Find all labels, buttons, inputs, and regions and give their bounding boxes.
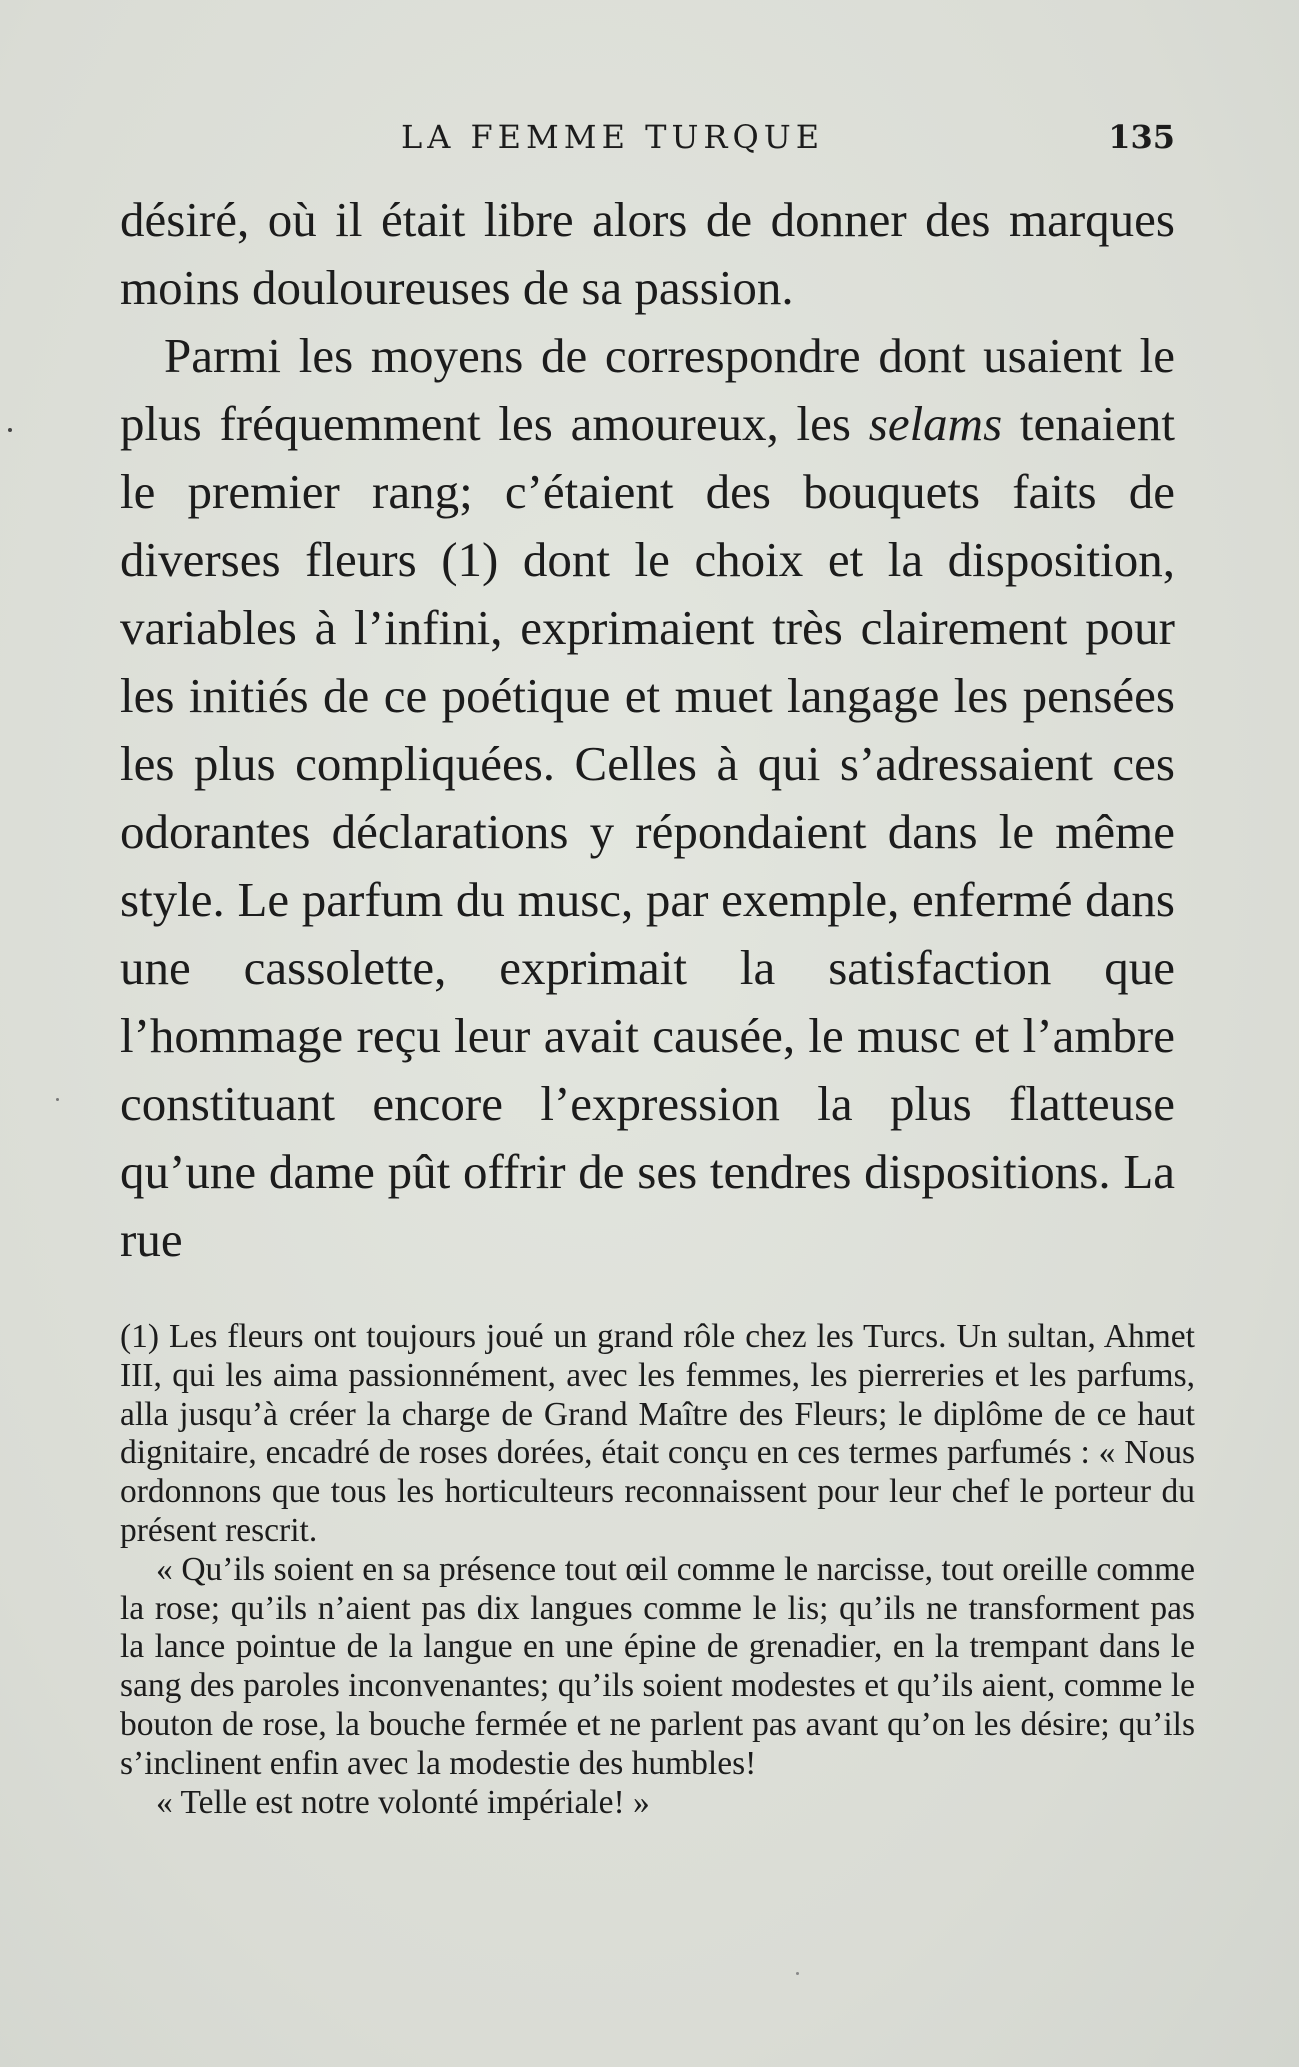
paragraph-text-start: Parmi les moyens de correspondre dont usaient le plus fréquemment les amoureux, les [120,328,1175,451]
page-number: 135 [1108,118,1175,156]
paragraph-continuation: désiré, où il était libre alors de donner des marques moins douloureuses de sa passion. [120,192,1175,315]
main-text [120,186,1175,1274]
paragraph-selams [120,322,1175,1274]
footnote-quote: « Qu’ils soient en sa présence tout œil comme le narcisse, tout oreille comme la rose; qu’ils n’aient pas dix langues comme le lis; qu’ils ne transforment pas la lance pointue de la langue en une épine de grenadier, en la trempant dans le sang des paroles inconvenantes; qu’ils soient modestes et qu’ils aient, comme le bouton de rose, la bouche fermée et ne parlent pas avant qu’on les désire; qu’ils s’inclinent enfin avec la modestie des humbles! [120,1550,1195,1782]
paragraph-text-end: tenaient le premier rang; c’étaient des bouquets faits de diverses fleurs (1) dont le choix et la disposition, variables à l’infini, exprimaient très clairement pour les initiés de ce poétique et muet langage les pensées les plus compliquées. Celles à qui s’adressaient ces odorantes déclarations y répondaient dans le même style. Le parfum du musc, par exemple, enfermé dans une cassolette, exprimait la satisfaction que l’hommage reçu leur avait causée, le musc et l’ambre constituant encore l’expression la plus flatteuse qu’une dame pût offrir de ses tendres dispositions. La rue [120,396,1175,1267]
running-head [120,112,1175,162]
footnote-closing: « Telle est notre volonté impériale! » [156,1783,650,1821]
running-title: LA FEMME TURQUE [400,118,825,156]
paper-speck [8,428,12,432]
italic-term: selams [868,396,1003,451]
paper-speck [796,1972,799,1975]
footnote-paragraph: (1) Les fleurs ont toujours joué un grand rôle chez les Turcs. Un sultan, Ahmet III, qui les aima passionnément, avec les femmes, les pierreries et les parfums, alla jusqu’à créer la charge de Grand Maître des Fleurs; le diplôme de ce haut dignitaire, encadré de roses dorées, était conçu en ces termes parfumés : « Nous ordonnons que tous les horticulteurs reconnaissent pour leur chef le porteur du présent rescrit. [120,1318,1195,1549]
footnote-block [120,1318,1195,1822]
paper-speck [56,1098,59,1101]
